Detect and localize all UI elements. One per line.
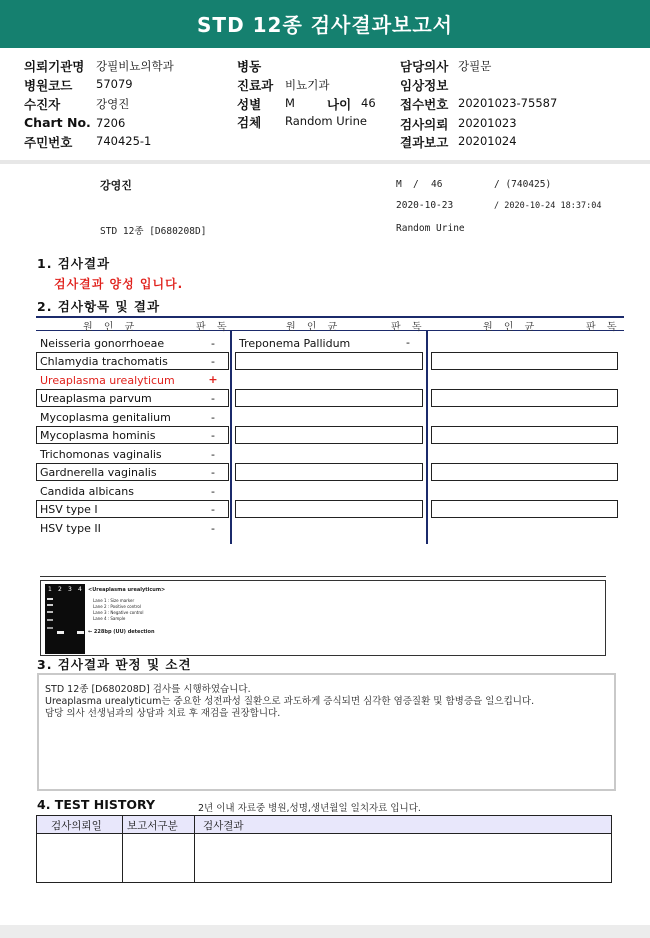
lane-number: 1 — [48, 586, 52, 593]
organism-result: - — [211, 448, 215, 461]
report-value: 20201024 — [458, 134, 517, 148]
age-label: 나이 — [327, 97, 352, 112]
empty-row-box — [431, 463, 618, 481]
opinion-line: STD 12종 [D680208D] 검사를 시행하였습니다. — [45, 684, 251, 695]
empty-row-box — [431, 500, 618, 518]
summary-block — [0, 165, 650, 240]
section-4-title: 4. TEST HISTORY — [37, 797, 156, 812]
patient-value: 강영진 — [96, 97, 130, 111]
history-header-report-type: 보고서구분 — [127, 820, 178, 832]
organism-name: Candida albicans — [40, 485, 134, 498]
empty-row-box — [235, 426, 423, 444]
results-table — [36, 316, 624, 544]
organism-result: - — [211, 503, 215, 516]
request-label: 검사의뢰 — [400, 117, 449, 132]
organism-result: - — [211, 466, 215, 479]
chart-value: 7206 — [96, 116, 126, 130]
organism-name: Treponema Pallidum — [239, 337, 351, 350]
col1-organism-header: 원 인 균 — [83, 322, 139, 333]
organism-name: Chlamydia trachomatis — [40, 355, 168, 368]
lane-number: 2 — [58, 586, 62, 593]
doctor-value: 강필문 — [458, 59, 492, 73]
organism-name: Gardnerella vaginalis — [40, 466, 157, 479]
report-header — [0, 0, 650, 160]
summary-specimen: Random Urine — [396, 223, 465, 234]
page-footer-bar — [0, 925, 650, 938]
organism-name: Trichomonas vaginalis — [40, 448, 162, 461]
sex-value: M — [285, 96, 295, 110]
organism-result: - — [211, 485, 215, 498]
request-value: 20201023 — [458, 116, 517, 130]
section-2-title: 2. 검사항목 및 결과 — [37, 299, 161, 314]
empty-row-box — [431, 389, 618, 407]
report-label: 결과보고 — [400, 135, 449, 150]
ladder-band — [47, 598, 53, 600]
summary-birth: / (740425) — [494, 179, 552, 190]
col1-result-header: 판 독 — [196, 322, 231, 333]
organism-name: HSV type II — [40, 522, 101, 535]
col3-result-header: 판 독 — [586, 322, 621, 333]
organism-name: HSV type I — [40, 503, 98, 516]
organism-result: - — [211, 337, 215, 350]
organism-name: Mycoplasma genitalium — [40, 411, 171, 424]
clinical-label: 임상정보 — [400, 78, 449, 93]
sex-label: 성별 — [237, 97, 262, 112]
summary-date-report: / 2020-10-24 18:37:04 — [494, 201, 602, 211]
rrn-label: 주민번호 — [24, 135, 73, 150]
patient-label: 수진자 — [24, 97, 61, 112]
empty-row-box — [235, 352, 423, 370]
dept-label: 진료과 — [237, 78, 274, 93]
summary-test: STD 12종 [D680208D] — [100, 226, 207, 237]
positive-control-band — [57, 631, 64, 634]
empty-row-box — [235, 463, 423, 481]
ward-label: 병동 — [237, 59, 262, 74]
organism-result: - — [211, 392, 215, 405]
history-header-request-date: 검사의뢰일 — [51, 820, 102, 832]
receipt-label: 접수번호 — [400, 97, 449, 112]
section-1-title: 1. 검사결과 — [37, 256, 111, 271]
history-header-result: 검사결과 — [203, 820, 244, 832]
organism-name-positive: Ureaplasma urealyticum — [40, 374, 175, 387]
organism-result: - — [211, 429, 215, 442]
empty-row-box — [235, 389, 423, 407]
history-col-divider — [194, 816, 195, 882]
col2-result-header: 판 독 — [391, 322, 426, 333]
sample-band — [77, 631, 84, 634]
gel-legend-line: Lane 1 : Size marker — [93, 598, 135, 603]
summary-age: 46 — [431, 179, 443, 190]
gel-legend-line: Lane 4 : Sample — [93, 616, 126, 621]
summary-name: 강영진 — [100, 179, 132, 192]
lane-number: 4 — [78, 586, 82, 593]
ladder-band — [47, 604, 53, 606]
empty-row-box — [235, 500, 423, 518]
specimen-value: Random Urine — [285, 114, 367, 128]
organism-name: Neisseria gonorrhoeae — [40, 337, 165, 350]
organism-name: Mycoplasma hominis — [40, 429, 156, 442]
code-value: 57079 — [96, 77, 133, 91]
hospital-label: 의뢰기관명 — [24, 59, 85, 74]
section-3-title: 3. 검사결과 판정 및 소견 — [37, 657, 192, 672]
opinion-box — [37, 673, 616, 791]
ladder-band — [47, 627, 53, 629]
history-col-divider — [122, 816, 123, 882]
dept-value: 비뇨기과 — [285, 78, 330, 92]
positive-result-text: 검사결과 양성 입니다. — [54, 277, 184, 291]
ladder-band — [47, 619, 53, 621]
code-label: 병원코드 — [24, 78, 73, 93]
column-divider-1 — [230, 331, 232, 544]
opinion-line: Ureaplasma urealyticum는 중요한 성전파성 질환으로 과도하게 증식되면 심각한 염증질환 및 합병증을 일으킵니다. — [45, 696, 535, 707]
organism-result: - — [211, 411, 215, 424]
gel-legend-line: Lane 3 : Negative control — [93, 610, 144, 615]
gel-band-label: ← 228bp (UU) detection — [88, 629, 155, 635]
chart-label: Chart No. — [24, 115, 91, 130]
organism-result: - — [211, 355, 215, 368]
opinion-line: 담당 의사 선생님과의 상담과 치료 후 재검을 권장합니다. — [45, 708, 281, 719]
organism-result: - — [211, 522, 215, 535]
summary-date-request: 2020-10-23 — [396, 200, 454, 211]
col2-organism-header: 원 인 균 — [286, 322, 342, 333]
col3-organism-header: 원 인 균 — [483, 322, 539, 333]
gel-top-rule — [40, 576, 606, 577]
rrn-value: 740425-1 — [96, 134, 152, 148]
receipt-value: 20201023-75587 — [458, 96, 558, 110]
organism-result-positive: + — [208, 373, 218, 386]
ladder-band — [47, 611, 53, 613]
hospital-value: 강필비뇨의학과 — [96, 59, 174, 73]
column-divider-2 — [426, 331, 428, 544]
summary-sex: M — [396, 179, 402, 190]
organism-result: - — [406, 336, 410, 349]
gel-legend-line: Lane 2 : Positive control — [93, 604, 141, 609]
doctor-label: 담당의사 — [400, 59, 449, 74]
gel-title: <Ureaplasma urealyticum> — [88, 587, 166, 593]
age-value: 46 — [361, 96, 376, 110]
header-divider — [0, 160, 650, 164]
summary-sep: / — [413, 179, 419, 190]
history-table — [36, 815, 612, 883]
organism-name: Ureaplasma parvum — [40, 392, 152, 405]
lane-number: 3 — [68, 586, 72, 593]
gel-electrophoresis-image — [45, 584, 85, 654]
report-title: STD 12종 검사결과보고서 — [0, 0, 650, 48]
history-header-row — [37, 816, 611, 834]
empty-row-box — [431, 426, 618, 444]
specimen-label: 검체 — [237, 115, 262, 130]
empty-row-box — [431, 352, 618, 370]
history-note: 2년 이내 자료중 병원,성명,생년월일 일치자료 입니다. — [198, 803, 421, 814]
